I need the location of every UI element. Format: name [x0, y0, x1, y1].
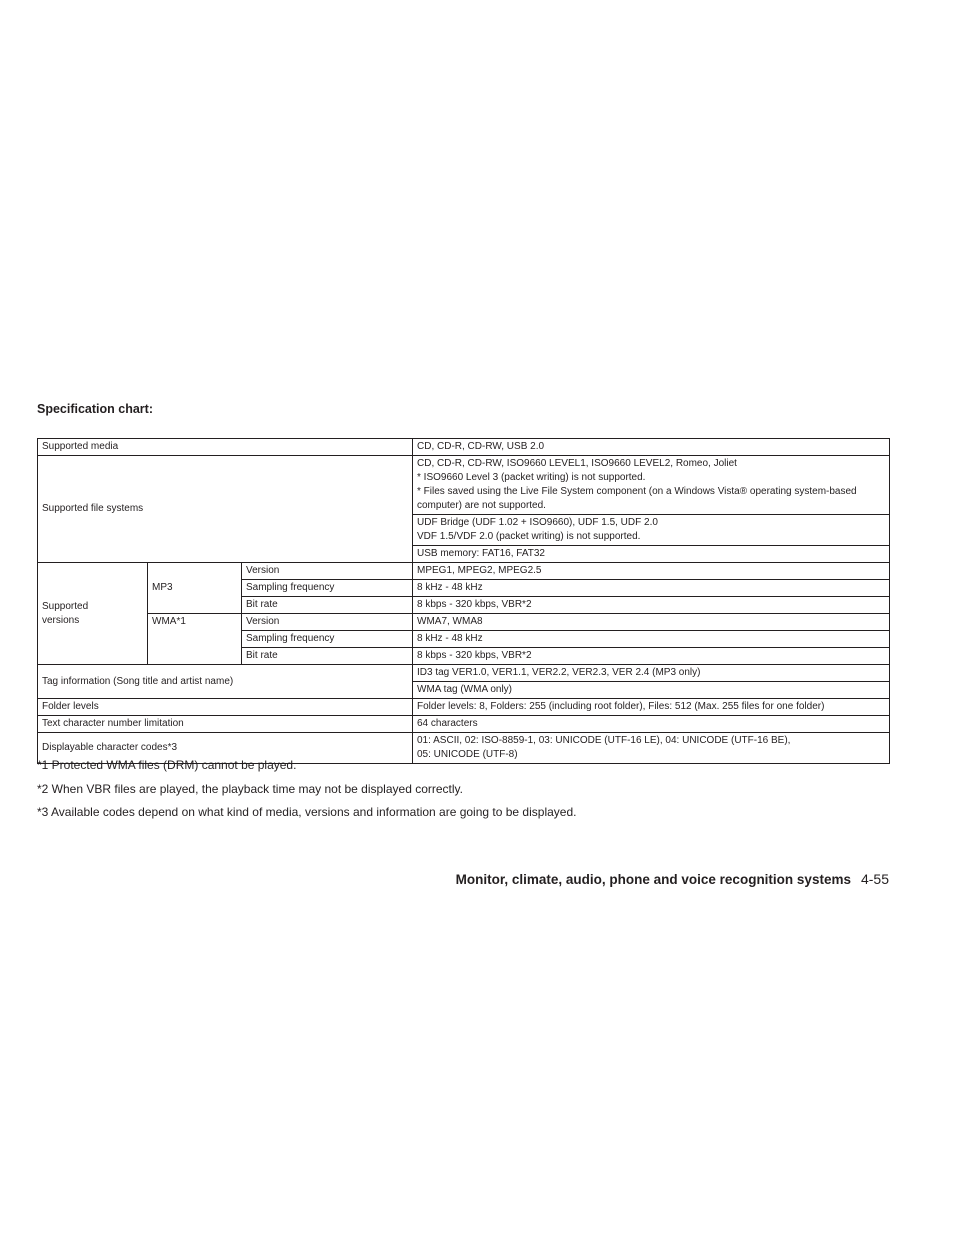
wma-version-value: WMA7, WMA8	[413, 614, 890, 631]
table-row	[38, 563, 890, 580]
text-limit-value: 64 characters	[413, 716, 890, 733]
page-number: 4-55	[860, 871, 889, 887]
footnote-1: *1 Protected WMA files (DRM) cannot be played.	[37, 758, 297, 772]
tag-info-label: Tag information (Song title and artist name)	[38, 665, 413, 699]
table-row	[38, 439, 890, 456]
mp3-version-label: Version	[242, 563, 413, 580]
wma-bitrate-label: Bit rate	[242, 648, 413, 665]
mp3-bitrate-value: 8 kbps - 320 kbps, VBR*2	[413, 597, 890, 614]
supported-versions-label: Supported versions	[38, 563, 148, 665]
tag-info-wma-value: WMA tag (WMA only)	[413, 682, 890, 699]
file-systems-cd-value: CD, CD-R, CD-RW, ISO9660 LEVEL1, ISO9660 LEVEL2, Romeo, Joliet * ISO9660 Level 3 (packet writing) is not supported. * Files saved using the Live File System component (on a Windows Vista® operating system-based computer) are not supported.	[413, 456, 890, 515]
supported-media-value: CD, CD-R, CD-RW, USB 2.0	[413, 439, 890, 456]
table-row	[38, 614, 890, 631]
section-heading: Specification chart:	[37, 402, 153, 416]
footnote-2: *2 When VBR files are played, the playback time may not be displayed correctly.	[37, 781, 463, 796]
wma-version-label: Version	[242, 614, 413, 631]
tag-info-mp3-value: ID3 tag VER1.0, VER1.1, VER2.2, VER2.3, VER 2.4 (MP3 only)	[413, 665, 890, 682]
footnote-3: *3 Available codes depend on what kind of media, versions and information are going to be displayed.	[37, 805, 577, 819]
section-title: Monitor, climate, audio, phone and voice recognition systems	[455, 872, 851, 887]
mp3-freq-label: Sampling frequency	[242, 580, 413, 597]
wma-freq-label: Sampling frequency	[242, 631, 413, 648]
file-systems-label: Supported file systems	[38, 456, 413, 563]
table-row	[38, 716, 890, 733]
folder-levels-label: Folder levels	[38, 699, 413, 716]
file-systems-udf-value: UDF Bridge (UDF 1.02 + ISO9660), UDF 1.5, UDF 2.0 VDF 1.5/VDF 2.0 (packet writing) is not supported.	[413, 515, 890, 546]
specification-table	[37, 438, 890, 764]
wma-freq-value: 8 kHz - 48 kHz	[413, 631, 890, 648]
mp3-version-value: MPEG1, MPEG2, MPEG2.5	[413, 563, 890, 580]
supported-media-label: Supported media	[38, 439, 413, 456]
table-row	[38, 665, 890, 682]
file-systems-usb-value: USB memory: FAT16, FAT32	[413, 546, 890, 563]
mp3-bitrate-label: Bit rate	[242, 597, 413, 614]
footnotes	[37, 757, 897, 828]
table-row	[38, 699, 890, 716]
char-codes-label: Displayable character codes*3	[38, 733, 413, 764]
char-codes-value: 01: ASCII, 02: ISO-8859-1, 03: UNICODE (UTF-16 LE), 04: UNICODE (UTF-16 BE), 05: UNICODE (UTF-8)	[413, 733, 890, 764]
text-limit-label: Text character number limitation	[38, 716, 413, 733]
folder-levels-value: Folder levels: 8, Folders: 255 (including root folder), Files: 512 (Max. 255 files for one folder)	[413, 699, 890, 716]
page-footer	[456, 871, 889, 887]
table-row	[38, 456, 890, 515]
wma-bitrate-value: 8 kbps - 320 kbps, VBR*2	[413, 648, 890, 665]
wma-label: WMA*1	[148, 614, 242, 665]
mp3-label: MP3	[148, 563, 242, 614]
mp3-freq-value: 8 kHz - 48 kHz	[413, 580, 890, 597]
